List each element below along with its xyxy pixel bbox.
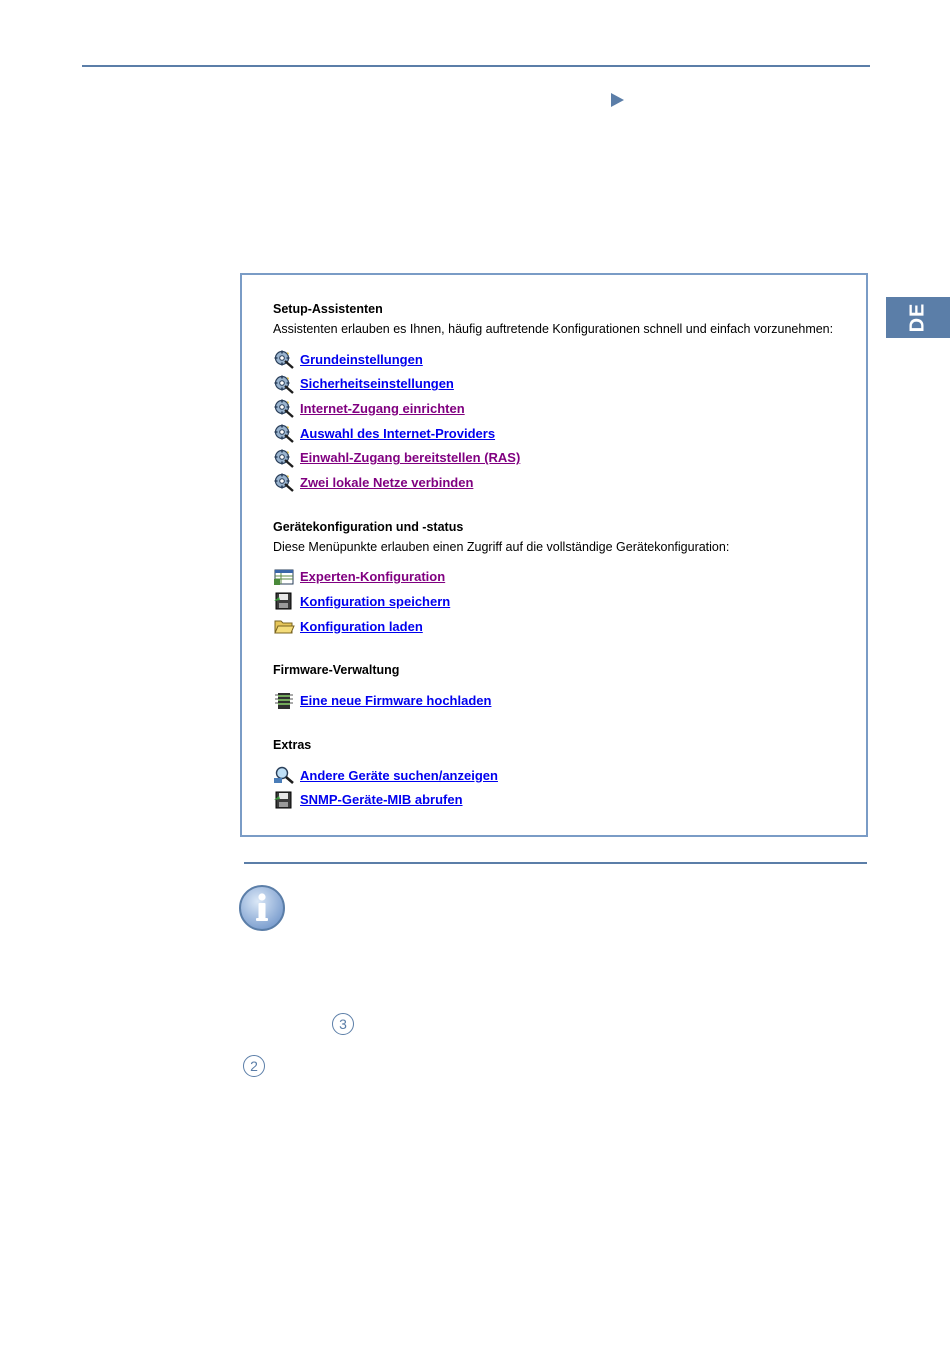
language-tab xyxy=(886,297,950,338)
info-icon xyxy=(238,884,286,932)
save-disk-icon[interactable] xyxy=(273,790,295,810)
firmware-chip-icon[interactable] xyxy=(273,691,295,711)
step-marker-3: 3 xyxy=(332,1013,356,1037)
webconfig-screenshot-frame xyxy=(240,273,868,837)
step-marker-2: 2 xyxy=(243,1055,267,1079)
menu-link-row[interactable] xyxy=(273,763,863,788)
wizard-icon[interactable] xyxy=(273,398,295,418)
link-eine-neue-firmware-hochladen[interactable]: Eine neue Firmware hochladen xyxy=(300,693,492,709)
section-desc-setup: Assistenten erlauben es Ihnen, häufig auftretende Konfigurationen schnell und einfach vorzunehmen: xyxy=(273,322,834,336)
folder-open-icon[interactable] xyxy=(273,616,295,636)
device-link-list xyxy=(273,565,863,639)
menu-link-row[interactable] xyxy=(273,445,863,470)
link-zwei-lokale-netze-verbinden[interactable]: Zwei lokale Netze verbinden xyxy=(300,474,474,490)
section-title-extras: Extras xyxy=(273,737,312,752)
link-experten-konfiguration[interactable]: Experten-Konfiguration xyxy=(300,569,446,585)
firmware-link-list xyxy=(273,688,863,713)
section-title-firmware: Firmware-Verwaltung xyxy=(273,663,400,678)
menu-link-row[interactable] xyxy=(273,589,863,614)
wizard-icon[interactable] xyxy=(273,423,295,443)
section-title-setup: Setup-Assistenten xyxy=(273,302,383,316)
menu-link-row[interactable] xyxy=(273,788,863,813)
language-tab-label: DE xyxy=(906,302,929,333)
extras-link-list xyxy=(273,763,863,812)
wizard-icon[interactable] xyxy=(273,472,295,492)
link-konfiguration-laden[interactable]: Konfiguration laden xyxy=(300,618,423,634)
arrow-right-icon xyxy=(611,93,624,107)
menu-link-row[interactable] xyxy=(273,421,863,446)
link-grundeinstellungen[interactable]: Grundeinstellungen xyxy=(300,351,423,367)
menu-link-row[interactable] xyxy=(273,614,863,639)
config-table-icon[interactable] xyxy=(273,567,295,587)
menu-link-row[interactable] xyxy=(273,688,863,713)
link-snmp-gerate-mib-abrufen[interactable]: SNMP-Geräte-MIB abrufen xyxy=(300,792,463,808)
link-sicherheitseinstellungen[interactable]: Sicherheitseinstellungen xyxy=(300,376,454,392)
menu-link-row[interactable] xyxy=(273,347,863,372)
menu-link-row[interactable] xyxy=(273,396,863,421)
link-konfiguration-speichern[interactable]: Konfiguration speichern xyxy=(300,593,451,609)
magnifier-icon[interactable] xyxy=(273,765,295,785)
link-internet-zugang-einrichten[interactable]: Internet-Zugang einrichten xyxy=(300,400,465,416)
header-rule xyxy=(82,65,870,67)
wizard-icon[interactable] xyxy=(273,374,295,394)
section-title-device: Gerätekonfiguration und -status xyxy=(273,519,464,534)
wizard-icon[interactable] xyxy=(273,448,295,468)
menu-link-row[interactable] xyxy=(273,470,863,495)
menu-link-row[interactable] xyxy=(273,565,863,590)
webconfig-menu xyxy=(273,299,863,812)
wizard-icon[interactable] xyxy=(273,349,295,369)
menu-link-row[interactable] xyxy=(273,372,863,397)
setup-link-list xyxy=(273,347,863,495)
save-disk-icon[interactable] xyxy=(273,591,295,611)
link-andere-gerate-suchen-anzeigen[interactable]: Andere Geräte suchen/anzeigen xyxy=(300,767,498,783)
section-rule xyxy=(244,862,867,864)
link-einwahl-zugang-bereitstellen-ras[interactable]: Einwahl-Zugang bereitstellen (RAS) xyxy=(300,450,521,466)
link-auswahl-des-internet-providers[interactable]: Auswahl des Internet-Providers xyxy=(300,425,496,441)
section-desc-device: Diese Menüpunkte erlauben einen Zugriff auf die vollständige Gerätekonfiguration: xyxy=(273,539,730,554)
